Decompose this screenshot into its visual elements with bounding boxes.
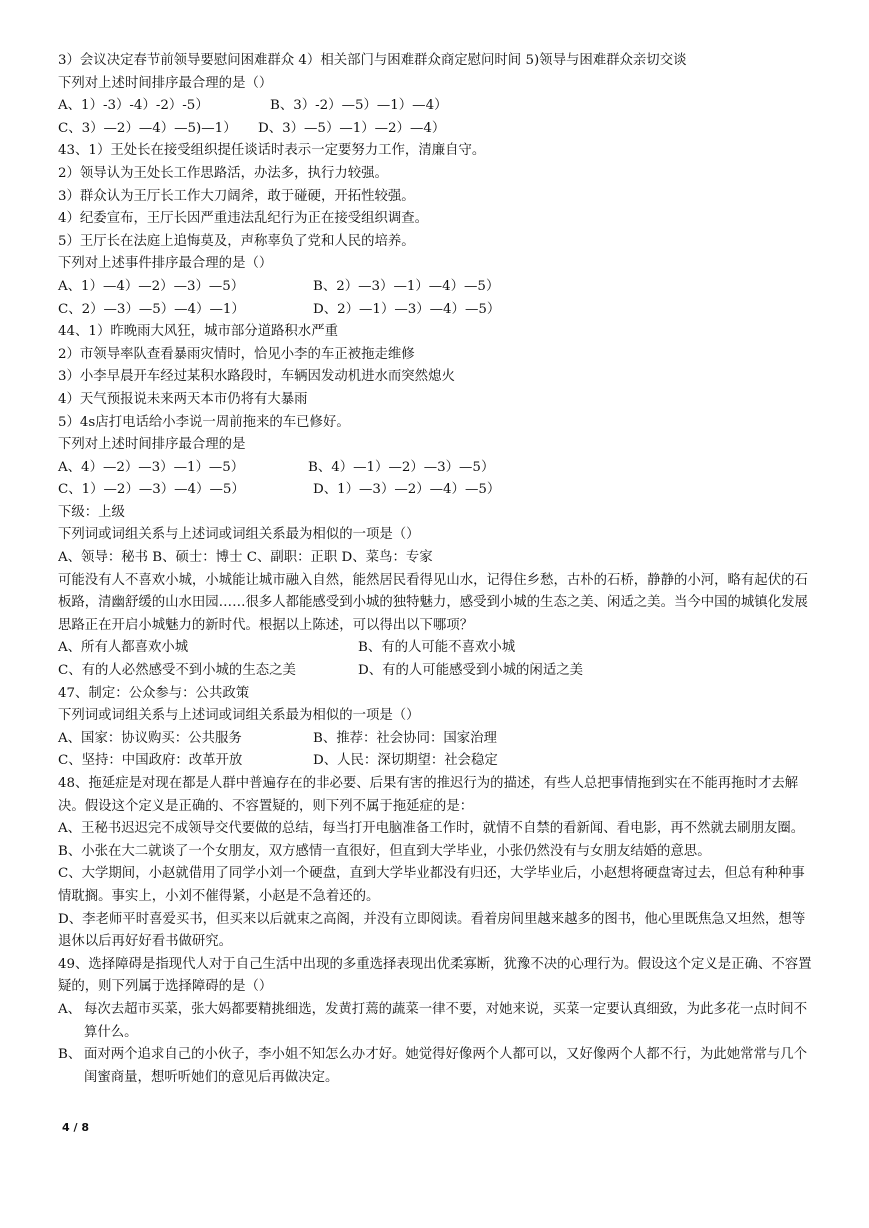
q43-item-3: 3）群众认为王厅长工作大刀阔斧，敢于碰硬，开拓性较强。 [58, 188, 415, 204]
q43-item-1: 43、1）王处长在接受组织提任谈话时表示一定要努力工作，清廉自守。 [58, 143, 486, 159]
q43-option-c: C、2）—3）—5）—4）—1） [58, 301, 245, 317]
q49-option-a-label: A、 [58, 1001, 82, 1017]
q45-question: 下列词或词组关系与上述词或词组关系最为相似的一项是（） [58, 527, 420, 543]
q42-option-d: D、3）—5）—1）—2）—4） [258, 120, 446, 136]
q49-option-b-text: 面对两个追求自己的小伙子，李小姐不知怎么办才好。她觉得好像两个人都可以，又好像两个人都不行，为此她常常与几个闺蜜商量，想听听她们的意见后再做决定。 [84, 1047, 808, 1085]
q44-item-1: 44、1）昨晚雨大风狂，城市部分道路积水严重 [58, 324, 338, 340]
q46-passage: 可能没有人不喜欢小城，小城能让城市融入自然，能然居民看得见山水，记得住乡愁，古朴的石桥，静静的小河，略有起伏的石板路，清幽舒缓的山水田园……很多人都能感受到小城的独特魅力，感受到小城的生态之美、闲适之美。当今中国的城镇化发展思路正在开启小城魅力的新时代。根据以上陈述，可以得出以下哪项？ [58, 572, 808, 633]
q46-option-b: B、有的人可能不喜欢小城 [358, 640, 516, 656]
q42-option-b: B、3）-2）—5）—1）—4） [270, 98, 448, 114]
q46-option-c: C、有的人必然感受不到小城的生态之美 [58, 663, 296, 679]
q47-options-row-1 [58, 728, 818, 751]
q44-option-b: B、4）—1）—2）—3）—5） [308, 459, 495, 475]
q47-options-row-2 [58, 750, 818, 773]
q43-item-2: 2）领导认为王处长工作思路活，办法多，执行力较强。 [58, 165, 388, 181]
q49-passage: 49、选择障碍是指现代人对于自己生活中出现的多重选择表现出优柔寡断，犹豫不决的心理行为。假设这个定义是正确、不容置疑的，则下列属于选择障碍的是（） [58, 956, 812, 995]
q44-question: 下列对上述时间排序最合理的是 [58, 437, 246, 453]
q49-option-b [58, 1044, 818, 1089]
q42-statement-line: 3）会议决定春节前领导要慰问困难群众 4）相关部门与困难群众商定慰问时间 5)领导与困难群众亲切交谈 [58, 53, 687, 68]
q43-question: 下列对上述事件排序最合理的是（） [58, 256, 273, 272]
q49-option-a-text: 每次去超市买菜，张大妈都要精挑细选，发黄打蔫的蔬菜一律不要，对她来说，买菜一定要认真细致，为此多花一点时间不算什么。 [84, 1001, 808, 1040]
q47-option-a: A、国家：协议购买：公共服务 [58, 730, 242, 746]
q46-options-row-2 [58, 660, 818, 683]
q44-options-row-1 [58, 457, 818, 480]
q47-question: 下列词或词组关系与上述词或词组关系最为相似的一项是（） [58, 708, 420, 724]
q48-option-d: D、李老师平时喜爱买书，但买来以后就束之高阁，并没有立即阅读。看着房间里越来越多的图书，他心里既焦急又坦然，想等退休以后再好好看书做研究。 [58, 911, 806, 950]
q42-option-a: A、1）-3）-4）-2）-5） [58, 98, 209, 114]
q42-question: 下列对上述时间排序最合理的是（） [58, 75, 273, 91]
q43-item-5: 5）王厅长在法庭上追悔莫及，声称辜负了党和人民的培养。 [58, 233, 415, 249]
q44-item-3: 3）小李早晨开车经过某积水路段时，车辆因发动机进水而突然熄火 [58, 369, 455, 385]
q44-option-d: D、1）—3）—2）—4）—5） [313, 482, 501, 498]
q44-item-4: 4）天气预报说未来两天本市仍将有大暴雨 [58, 391, 308, 407]
q46-option-a: A、所有人都喜欢小城 [58, 640, 189, 656]
document-page [58, 50, 818, 1089]
q47-stem: 47、制定：公众参与：公共政策 [58, 685, 250, 701]
page-number: 4 / 8 [62, 1121, 89, 1134]
q47-option-c: C、坚持：中国政府：改革开放 [58, 753, 243, 769]
q48-option-b: B、小张在大二就谈了一个女朋友，双方感情一直很好，但直到大学毕业，小张仍然没有与女朋友结婚的意思。 [58, 843, 711, 859]
q42-option-c: C、3）—2）—4）—5)—1） [58, 120, 237, 136]
q46-options-row-1 [58, 637, 818, 660]
q44-item-5: 5）4s店打电话给小李说一周前拖来的车已修好。 [58, 414, 350, 430]
q45-options: A、领导：秘书 B、硕士：博士 C、副职：正职 D、菜鸟：专家 [58, 550, 433, 566]
q47-option-b: B、推荐：社会协同：国家治理 [313, 730, 497, 746]
q49-option-a [58, 999, 818, 1044]
q42-options-row-2 [58, 118, 818, 141]
q44-item-2: 2）市领导率队查看暴雨灾情时，恰见小李的车正被拖走维修 [58, 346, 415, 362]
q43-option-d: D、2）—1）—3）—4）—5） [313, 301, 501, 317]
q49-option-b-label: B、 [58, 1047, 82, 1063]
q43-item-4: 4）纪委宣布，王厅长因严重违法乱纪行为正在接受组织调查。 [58, 211, 429, 227]
q43-option-b: B、2）—3）—1）—4）—5） [313, 278, 500, 294]
q48-option-a: A、王秘书迟迟完不成领导交代要做的总结，每当打开电脑准备工作时，就情不自禁的看新闻、看电影，再不然就去刷朋友圈。 [58, 821, 805, 837]
q44-options-row-2 [58, 479, 818, 502]
q47-option-d: D、人民：深切期望：社会稳定 [313, 753, 498, 769]
q44-option-a: A、4）—2）—3）—1）—5） [58, 459, 245, 475]
q45-stem: 下级：上级 [58, 504, 125, 520]
q44-option-c: C、1）—2）—3）—4）—5） [58, 482, 245, 498]
q43-option-a: A、1）—4）—2）—3）—5） [58, 278, 245, 294]
q43-options-row-1 [58, 276, 818, 299]
q43-options-row-2 [58, 299, 818, 322]
q48-passage: 48、拖延症是对现在都是人群中普遍存在的非必要、后果有害的推迟行为的描述，有些人总把事情拖到实在不能再拖时才去解决。假设这个定义是正确的、不容置疑的，则下列不属于拖延症的是： [58, 776, 799, 814]
q48-option-c: C、大学期间，小赵就借用了同学小刘一个硬盘，直到大学毕业都没有归还，大学毕业后，小赵想将硬盘寄过去，但总有种种事情耽搁。事实上，小刘不催得紧，小赵是不急着还的。 [58, 866, 805, 904]
q42-options-row-1 [58, 95, 818, 118]
q46-option-d: D、有的人可能感受到小城的闲适之美 [358, 663, 583, 679]
